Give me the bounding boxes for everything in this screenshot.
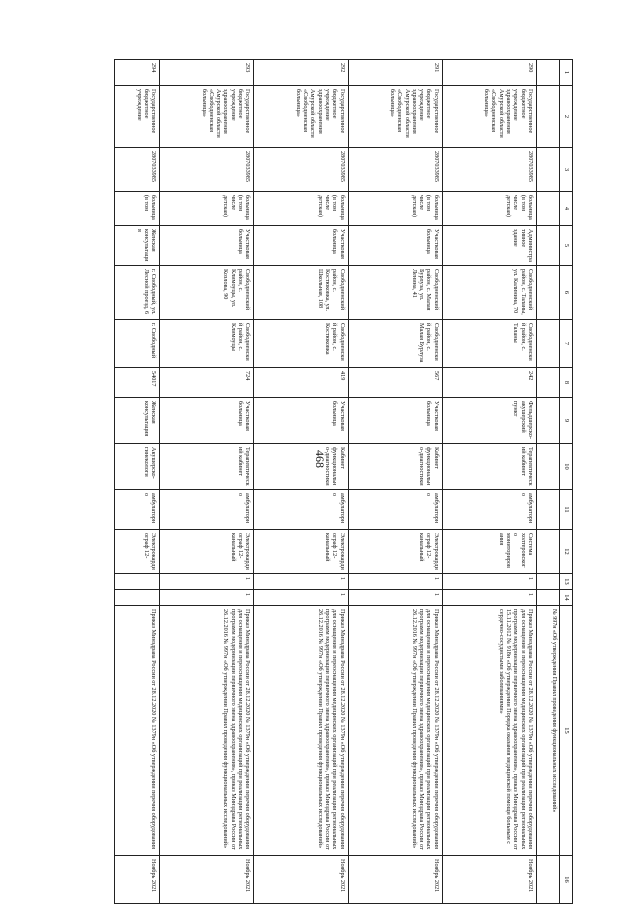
col-number: 1	[560, 60, 573, 86]
organization-type: больница (в том	[115, 192, 160, 226]
quantity-planned	[115, 590, 160, 606]
quantity-planned: 1	[254, 590, 348, 606]
address: Свободненский район, с. Костюковка, ул. Школьная, 108	[254, 266, 348, 320]
column-number-row	[560, 60, 573, 904]
col-number: 5	[560, 226, 573, 266]
legal-basis: Приказ Минздрава России от 28.12.2020 № 1379н «Об утверждении перечня оборудования для оснащения и переоснащения медицинских организаций при реализации региональных программ модернизации первичного звена здравоохранения», приказ Минздрава России от 26.12.2016 № 997н «Об утверждении Правил проведения функциональных исследований»	[348, 606, 442, 856]
organization-type: больница (в том числе детская)	[160, 192, 254, 226]
deadline: Ноябрь 2021	[160, 856, 254, 904]
unit: Фельдшерско-акушерский пункт	[442, 398, 536, 444]
address: Свободненский район, с. Климоуцы, ул. Козлова, 90	[160, 266, 254, 320]
col-number: 4	[560, 192, 573, 226]
quantity-planned: 1	[160, 590, 254, 606]
legal-basis: Приказ Минздрава России от 28.12.2020 № 1379н «Об утверждении перечня оборудования для оснащения и переоснащения медицинских организаций при реализации региональных программ модернизации первичного звена здравоохранения», приказ Минздрава России от 26.12.2016 № 997н «Об утверждении Правил проведения функциональных исследований»	[254, 606, 348, 856]
room: Кабинет функционально-диагностики	[348, 444, 442, 490]
settlement: Свободненский район, с. Малая Бурлуза	[348, 320, 442, 368]
equipment-table	[114, 59, 573, 904]
care-conditions: амбулаторно	[254, 490, 348, 530]
unit: Женская консультация	[115, 398, 160, 444]
col-number: 8	[560, 368, 573, 398]
col-number: 7	[560, 320, 573, 368]
table-row	[254, 60, 348, 904]
care-conditions: амбулаторно	[115, 490, 160, 530]
legal-basis: Приказ Минздрава России от 28.12.2020 № 1379н «Об утверждении перечня оборудования для оснащения и переоснащения медицинских организаций при реализации региональных программ модернизации первичного звена здравоохранения», приказ Минздрава России от 26.12.2016 № 997н «Об утверждении Правил проведения функциональных исследований»	[160, 606, 254, 856]
col-number: 16	[560, 856, 573, 904]
care-conditions: амбулаторно	[442, 490, 536, 530]
unit: Участковая больница	[348, 398, 442, 444]
inn: 2807033985	[348, 148, 442, 192]
deadline: Ноябрь 2021	[348, 856, 442, 904]
settlement: Свободненский район, с. Таланы	[442, 320, 536, 368]
organization-name: Государственное бюджетное учреждение	[115, 86, 160, 148]
organization-name: Государственное бюджетное учреждение здравоохранения Амурской области «Свободненская больница»	[160, 86, 254, 148]
table-row	[160, 60, 254, 904]
room: Терапевтический кабинет	[160, 444, 254, 490]
legal-basis: Приказ Минздрава России от 28.12.2020 № 1379н «Об утверждении перечня оборудования	[115, 606, 160, 856]
equipment-name: Электрокардиограф 12-канальный	[254, 530, 348, 574]
quantity-required: 1	[254, 574, 348, 590]
room: Кабинет функционально-диагностики	[254, 444, 348, 490]
settlement: г. Свободный	[115, 320, 160, 368]
settlement: Свободненский район, с. Климоуцы	[160, 320, 254, 368]
continuation-text: № 997н «Об утверждении Правил проведения функциональных исследований»	[537, 606, 560, 856]
col-number: 6	[560, 266, 573, 320]
inn: 2807033985	[160, 148, 254, 192]
organization-type: больница (в том числе детская)	[348, 192, 442, 226]
organization-name: Государственное бюджетное учреждение здравоохранения Амурской области «Свободненская больница»	[254, 86, 348, 148]
building: Женская консультация	[115, 226, 160, 266]
row-number: 291	[348, 60, 442, 86]
organization-name: Государственное бюджетное учреждение здравоохранения Амурской области «Свободненская больница»	[442, 86, 536, 148]
col-number: 9	[560, 398, 573, 444]
legal-basis: Приказ Минздрава России от 28.12.2020 № 1379н «Об утверждении перечня оборудования для оснащения и переоснащения медицинских организаций при реализации региональных программ модернизации первичного звена здравоохранения», приказ Минздрава России от 15.11.2012 № 918н «Об утверждении Порядка оказания медицинской помощи больным с сердечно-сосудистыми заболеваниями»	[442, 606, 536, 856]
address: г. Свободный, ул. Лесной проезд, 6	[115, 266, 160, 320]
rotated-table-container	[114, 59, 573, 893]
unit: Участковая больница	[254, 398, 348, 444]
room: Акушерско-гинекологи	[115, 444, 160, 490]
population: 419	[254, 368, 348, 398]
population: 54017	[115, 368, 160, 398]
settlement: Свободненский район, с. Костюковка	[254, 320, 348, 368]
table-row	[115, 60, 160, 904]
equipment-name: Система холтеровского мониторирования	[442, 530, 536, 574]
inn: 2807033985	[254, 148, 348, 192]
unit: Участковая больница	[160, 398, 254, 444]
col-number: 12	[560, 530, 573, 574]
care-conditions: амбулаторно	[348, 490, 442, 530]
col-number: 11	[560, 490, 573, 530]
page-number: 468	[313, 450, 327, 468]
population: 242	[442, 368, 536, 398]
address: Свободненский район, с. Малая Бурлуза, ул. Ленина, 41	[348, 266, 442, 320]
building: Участковая больница	[254, 226, 348, 266]
building: Участковая больница	[160, 226, 254, 266]
col-number: 10	[560, 444, 573, 490]
row-number: 294	[115, 60, 160, 86]
organization-type: больница (в том числе детская)	[254, 192, 348, 226]
table-row	[348, 60, 442, 904]
equipment-name: Электрокардиограф 12-	[115, 530, 160, 574]
equipment-name: Электрокардиограф 12-канальный	[160, 530, 254, 574]
row-number: 292	[254, 60, 348, 86]
address: Свободненский район, с. Таланы, ул. Калинина, 70	[442, 266, 536, 320]
quantity-planned: 1	[348, 590, 442, 606]
organization-name: Государственное бюджетное учреждение здравоохранения Амурской области «Свободненская больница»	[348, 86, 442, 148]
deadline: Ноябрь 2021	[442, 856, 536, 904]
population: 724	[160, 368, 254, 398]
col-number: 13	[560, 574, 573, 590]
deadline: Ноябрь 2021	[254, 856, 348, 904]
population: 567	[348, 368, 442, 398]
inn: 2807033985	[115, 148, 160, 192]
document-page	[114, 59, 573, 893]
quantity-required: 1	[160, 574, 254, 590]
col-number: 3	[560, 148, 573, 192]
table-row	[442, 60, 536, 904]
col-number: 14	[560, 590, 573, 606]
deadline: Ноябрь 2021	[115, 856, 160, 904]
organization-type: больница (в том числе детская)	[442, 192, 536, 226]
equipment-name: Электрокардиограф 12-канальный	[348, 530, 442, 574]
inn: 2807033985	[442, 148, 536, 192]
quantity-required: 1	[348, 574, 442, 590]
col-number: 2	[560, 86, 573, 148]
row-number: 290	[442, 60, 536, 86]
quantity-required	[115, 574, 160, 590]
continuation-row	[537, 60, 560, 904]
building: Участковая больница	[348, 226, 442, 266]
building: Административное здание	[442, 226, 536, 266]
row-number: 293	[160, 60, 254, 86]
care-conditions: амбулаторно	[160, 490, 254, 530]
room: Терапевтический кабинет	[442, 444, 536, 490]
quantity-planned: 1	[442, 590, 536, 606]
col-number: 15	[560, 606, 573, 856]
quantity-required: 1	[442, 574, 536, 590]
